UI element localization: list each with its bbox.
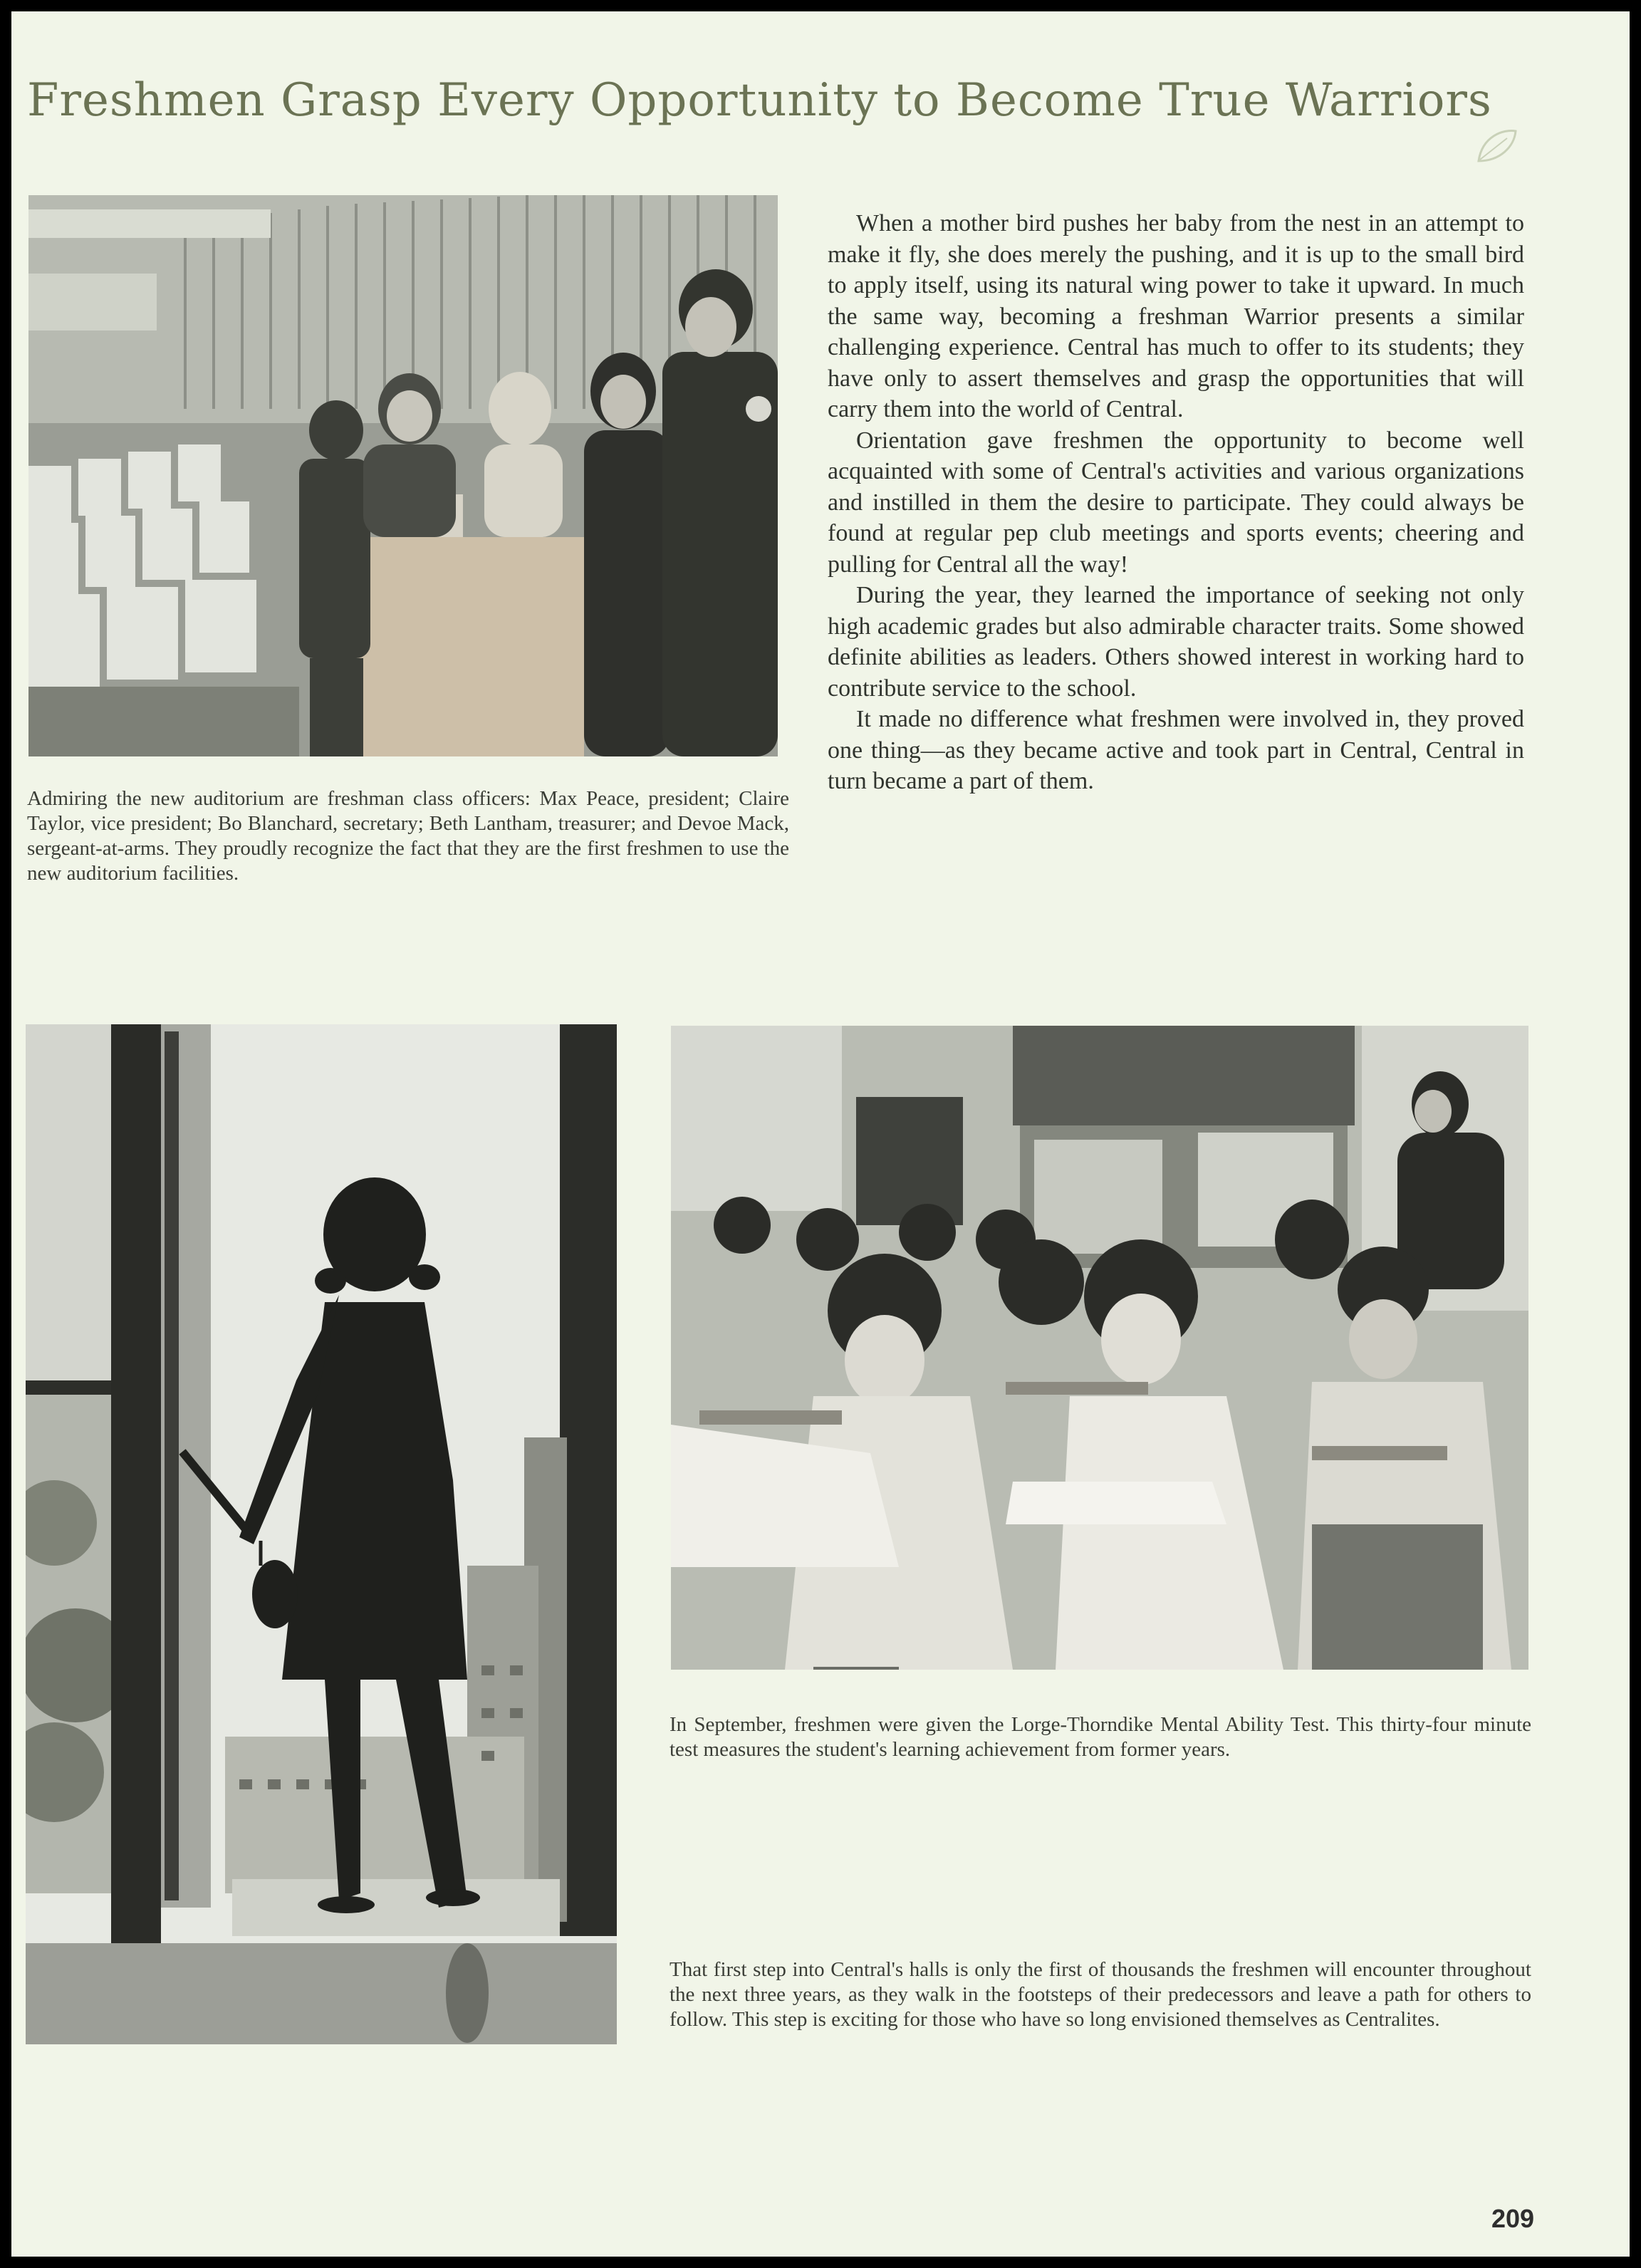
auditorium-caption: Admiring the new auditorium are freshman class officers: Max Peace, president; Claire Taylor, vice president; Bo Blanchard, secretary; Beth Lantham, treasurer; and Devoe Mack, sergeant-at-arms. They proudly recognize the fact that they are the first freshmen to use the new auditorium facilities. (27, 787, 789, 885)
article-paragraph: During the year, they learned the importance of seeking not only high academic grades but also admirable character traits. Some showed definite abilities as leaders. Others showed interest in working hard to contribute service to the school. (828, 582, 1524, 702)
article-paragraph: It made no difference what freshmen were involved in, they proved one thing—as they became active and took part in Central, Central in turn became a part of them. (828, 706, 1524, 794)
article-body (828, 208, 1524, 797)
doorway-caption: That first step into Central's halls is only the first of thousands the freshmen will encounter throughout the next three years, as they walk in the footsteps of their predecessors and leave a path for others to follow. This step is exciting for those who have so long envisioned themselves as Centralites. (670, 1958, 1531, 2031)
page-number: 209 (1491, 2204, 1535, 2233)
classroom-caption: In September, freshmen were given the Lorge-Thorndike Mental Ability Test. This thirty-four minute test measures the student's learning achievement from former years. (670, 1713, 1531, 1761)
auditorium-photo (28, 195, 778, 756)
leaf-watermark-icon (1471, 125, 1521, 168)
doorway-silhouette-photo (26, 1024, 617, 2044)
page-title: Freshmen Grasp Every Opportunity to Become True Warriors (27, 74, 1492, 127)
classroom-test-photo (671, 1026, 1528, 1670)
article-paragraph: Orientation gave freshmen the opportunity to become well acquainted with some of Central's activities and various organizations and instilled in them the desire to participate. They could always be found at regular pep club meetings and sports events; cheering and pulling for Central all the way! (828, 427, 1524, 578)
article-paragraph: When a mother bird pushes her baby from the nest in an attempt to make it fly, she does merely the pushing, and it is up to the small bird to apply itself, using its natural wing power to take it upward. In much the same way, becoming a freshman Warrior presents a similar challenging experience. Central has much to offer to its students; they have only to assert themselves and grasp the opportunities that will carry them into the world of Central. (828, 210, 1524, 422)
yearbook-page (11, 11, 1630, 2257)
